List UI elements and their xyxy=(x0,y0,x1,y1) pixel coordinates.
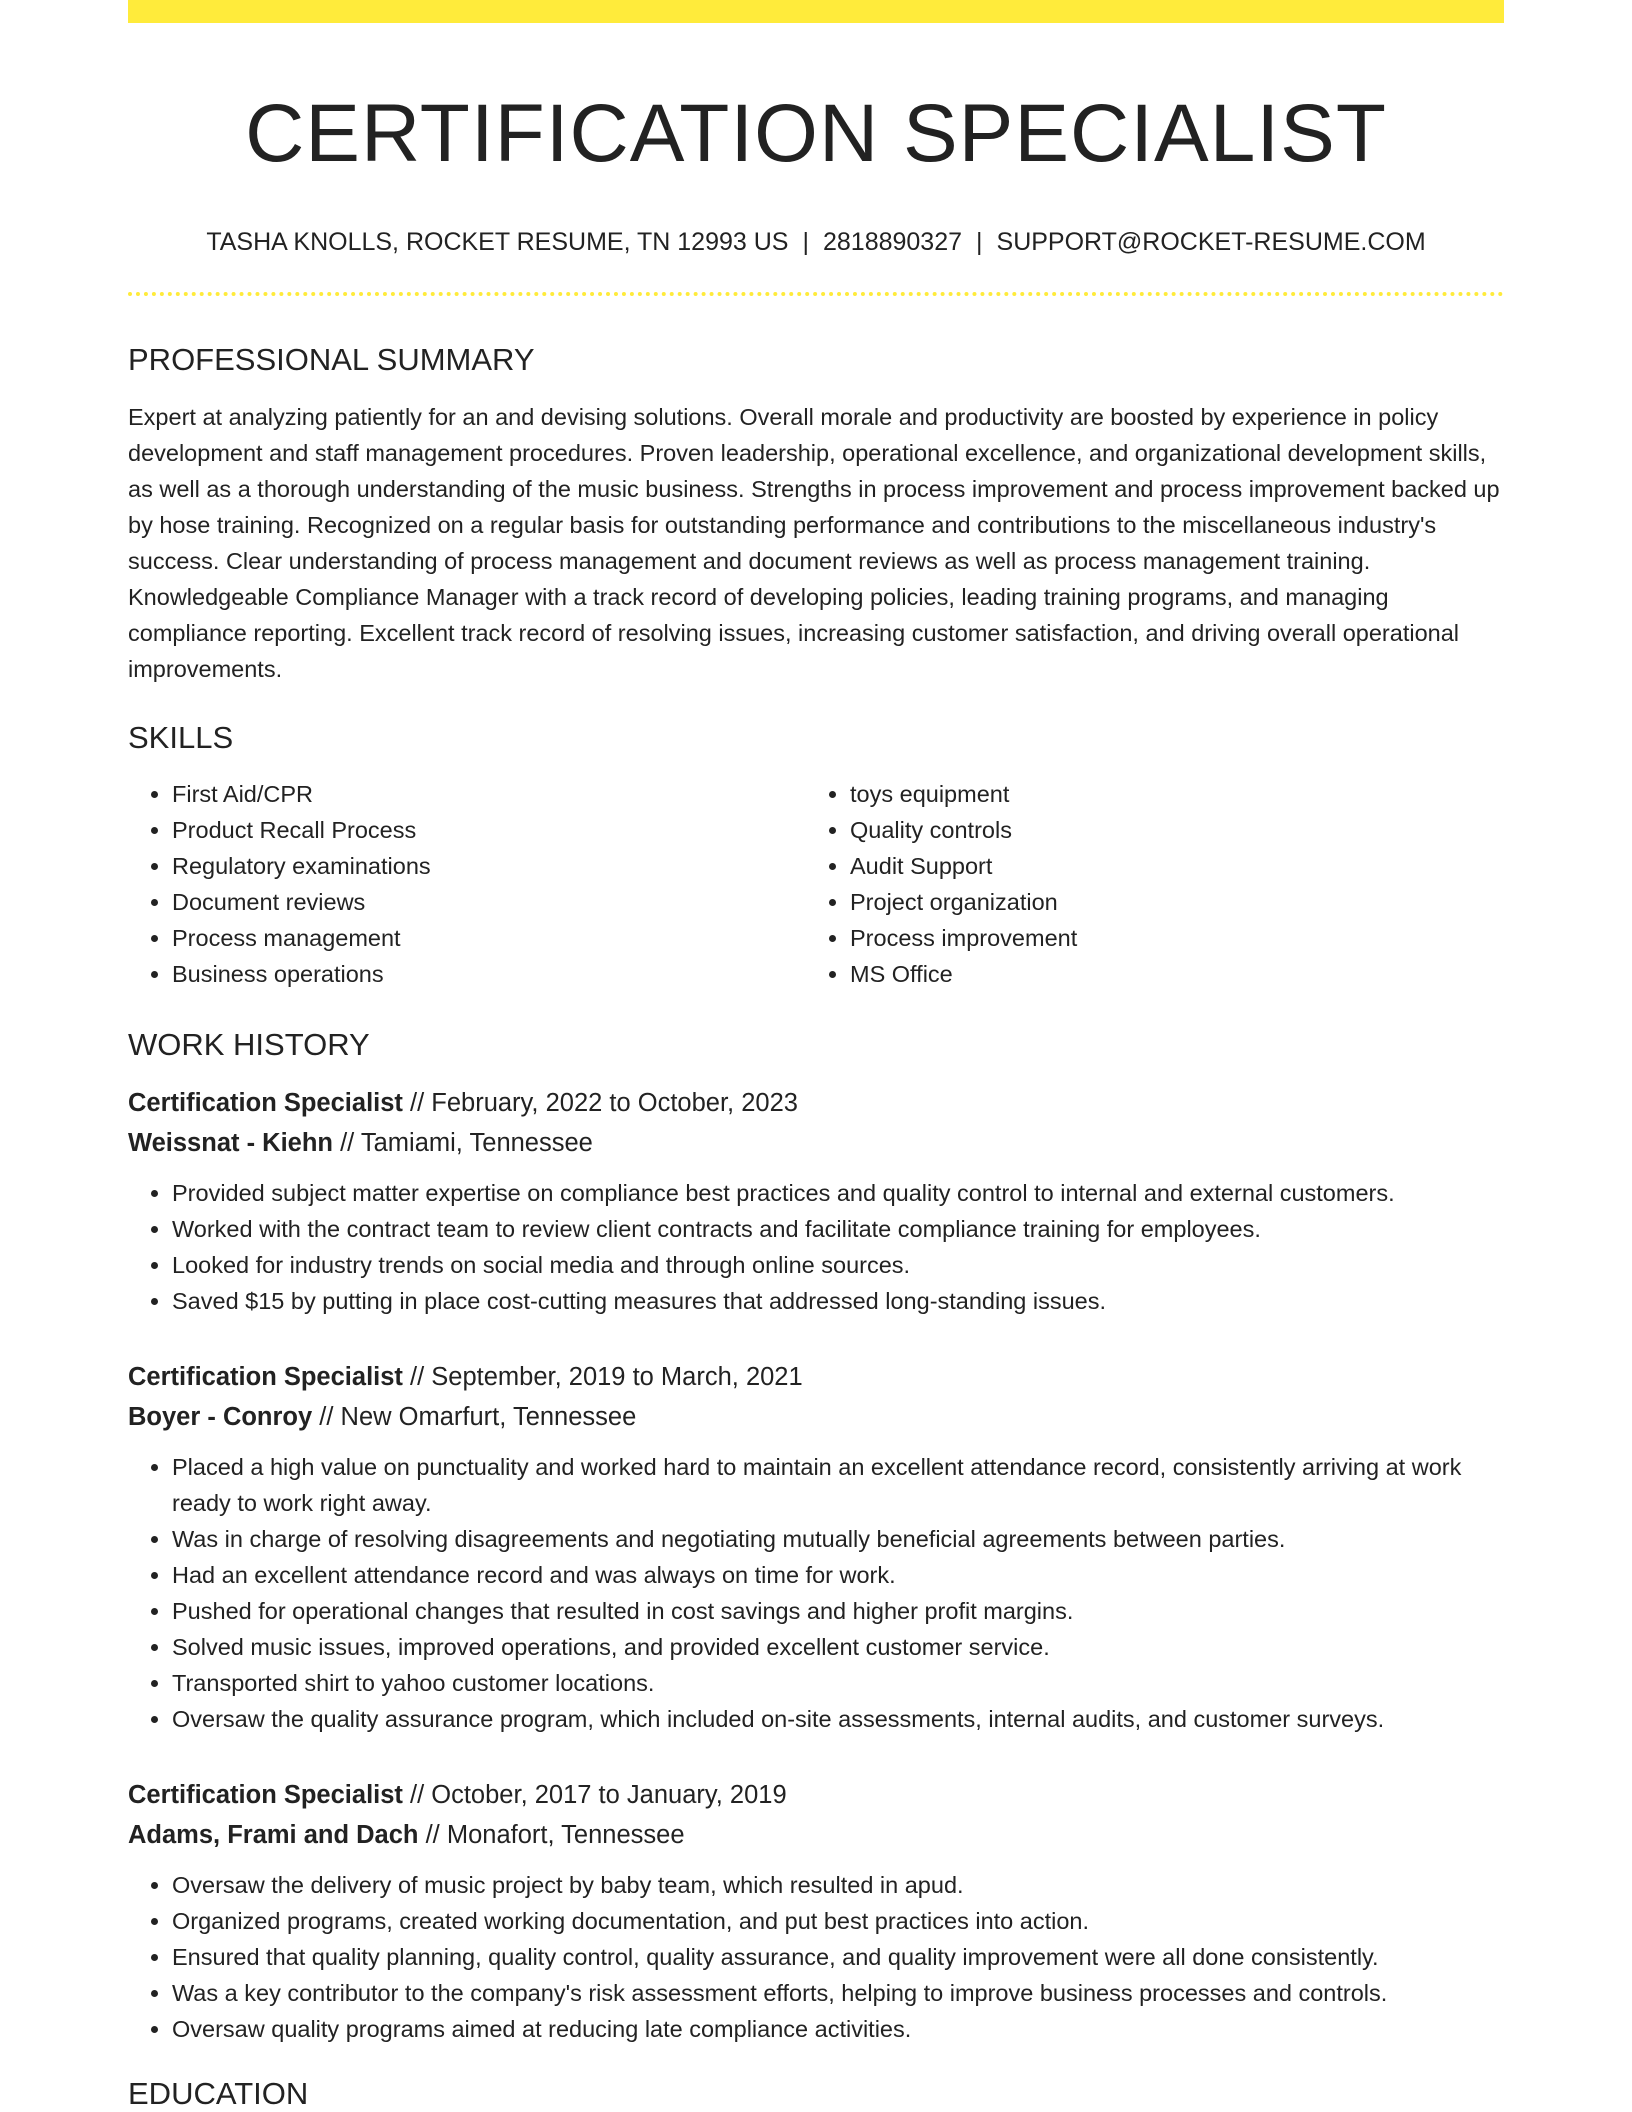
job-bullet: • Worked with the contract team to review client contracts and facilitate compliance training for employees. xyxy=(172,1211,1504,1247)
work-history-heading: WORK HISTORY xyxy=(128,1026,370,1062)
skill-item: • Project organization xyxy=(850,884,1484,920)
skill-item: • Quality controls xyxy=(850,812,1484,848)
job-company: Boyer - Conroy xyxy=(128,1402,313,1431)
job-dates: September, 2019 to March, 2021 xyxy=(431,1362,803,1391)
job-bullet: • Provided subject matter expertise on compliance best practices and quality control to internal and external customers. xyxy=(172,1175,1504,1211)
skill-item: • Process improvement xyxy=(850,920,1484,956)
job-dates: October, 2017 to January, 2019 xyxy=(431,1780,787,1809)
accent-top-bar xyxy=(128,0,1504,23)
contact-phone: 2818890327 xyxy=(822,228,963,257)
job-bullet: • Ensured that quality planning, quality control, quality assurance, and quality improvement were all done consistently. xyxy=(172,1939,1504,1975)
job-location: New Omarfurt, Tennessee xyxy=(340,1402,637,1431)
job-title: Certification Specialist xyxy=(128,1088,403,1117)
job-bullet: • Organized programs, created working documentation, and put best practices into action. xyxy=(172,1903,1504,1939)
summary-heading: PROFESSIONAL SUMMARY xyxy=(128,342,535,378)
skills-left-column xyxy=(128,776,806,992)
job-bullet: • Had an excellent attendance record and was always on time for work. xyxy=(172,1557,1504,1593)
contact-email: SUPPORT@ROCKET-RESUME.COM xyxy=(996,228,1426,257)
skills-right-column xyxy=(806,776,1484,992)
job-bullet: • Oversaw the quality assurance program, which included on-site assessments, internal audits, and customer surveys. xyxy=(172,1701,1504,1737)
job-bullet-list xyxy=(128,1449,1504,1737)
work-history-list xyxy=(128,1083,1504,2047)
job-bullet: • Oversaw quality programs aimed at reducing late compliance activities. xyxy=(172,2011,1504,2047)
job-bullet-list xyxy=(128,1175,1504,1319)
separator: // xyxy=(332,1128,361,1157)
separator: // xyxy=(418,1820,447,1849)
skill-item: • Audit Support xyxy=(850,848,1484,884)
job-title: Certification Specialist xyxy=(128,1780,403,1809)
job-title-line xyxy=(128,1357,1504,1397)
skill-item: • Product Recall Process xyxy=(172,812,806,848)
resume-title: CERTIFICATION SPECIALIST xyxy=(245,88,1387,179)
dotted-divider xyxy=(128,292,1504,296)
summary-paragraph: Expert at analyzing patiently for an and devising solutions. Overall morale and productivity are boosted by experience in policy development and staff management procedures. Proven leadership, operational excellence, and organizational development skills, as well as a thorough understanding of the music business. Strengths in process improvement and process improvement backed up by hose training. Recognized on a regular basis for outstanding performance and contributions to the miscellaneous industry's success. Clear understanding of process management and document reviews as well as process management training. Knowledgeable Compliance Manager with a track record of developing policies, leading training programs, and managing compliance reporting. Excellent track record of resolving issues, increasing customer satisfaction, and driving overall operational improvements. xyxy=(128,403,1500,682)
skill-item: • First Aid/CPR xyxy=(172,776,806,812)
separator: // xyxy=(312,1402,341,1431)
skill-item: • Process management xyxy=(172,920,806,956)
skill-item: • toys equipment xyxy=(850,776,1484,812)
contact-address: TASHA KNOLLS, ROCKET RESUME, TN 12993 US xyxy=(206,228,789,257)
contact-separator: | xyxy=(976,228,983,257)
contact-line xyxy=(128,227,1504,257)
job-title-line xyxy=(128,1775,1504,1815)
skills-grid xyxy=(128,776,1504,992)
skill-item: • Regulatory examinations xyxy=(172,848,806,884)
job-title-line xyxy=(128,1083,1504,1123)
job-bullet: • Oversaw the delivery of music project by baby team, which resulted in apud. xyxy=(172,1867,1504,1903)
job-company-line xyxy=(128,1123,1504,1163)
job-company: Adams, Frami and Dach xyxy=(128,1820,419,1849)
job-bullet: • Looked for industry trends on social media and through online sources. xyxy=(172,1247,1504,1283)
job-bullet: • Was in charge of resolving disagreements and negotiating mutually beneficial agreements between parties. xyxy=(172,1521,1504,1557)
contact-separator: | xyxy=(802,228,809,257)
skill-item: • MS Office xyxy=(850,956,1484,992)
job-entry xyxy=(128,1083,1504,1319)
job-bullet-list xyxy=(128,1867,1504,2047)
job-company-line xyxy=(128,1397,1504,1437)
separator: // xyxy=(402,1088,432,1117)
separator: // xyxy=(402,1362,432,1391)
skill-item: • Business operations xyxy=(172,956,806,992)
job-bullet: • Saved $15 by putting in place cost-cutting measures that addressed long-standing issues. xyxy=(172,1283,1504,1319)
job-bullet: • Transported shirt to yahoo customer locations. xyxy=(172,1665,1504,1701)
job-bullet: • Placed a high value on punctuality and worked hard to maintain an excellent attendance record, consistently arriving at work ready to work right away. xyxy=(172,1449,1504,1521)
job-bullet: • Pushed for operational changes that resulted in cost savings and higher profit margins. xyxy=(172,1593,1504,1629)
skill-item: • Document reviews xyxy=(172,884,806,920)
separator: // xyxy=(402,1780,432,1809)
job-company: Weissnat - Kiehn xyxy=(128,1128,333,1157)
job-location: Tamiami, Tennessee xyxy=(360,1128,593,1157)
resume-page xyxy=(128,0,1504,2112)
job-company-line xyxy=(128,1815,1504,1855)
job-entry xyxy=(128,1775,1504,2047)
skills-heading: SKILLS xyxy=(128,719,234,755)
job-bullet: • Was a key contributor to the company's risk assessment efforts, helping to improve business processes and controls. xyxy=(172,1975,1504,2011)
education-heading: EDUCATION xyxy=(128,2075,309,2111)
job-title: Certification Specialist xyxy=(128,1362,403,1391)
job-entry xyxy=(128,1357,1504,1737)
job-location: Monafort, Tennessee xyxy=(446,1820,685,1849)
job-dates: February, 2022 to October, 2023 xyxy=(431,1088,798,1117)
job-bullet: • Solved music issues, improved operations, and provided excellent customer service. xyxy=(172,1629,1504,1665)
